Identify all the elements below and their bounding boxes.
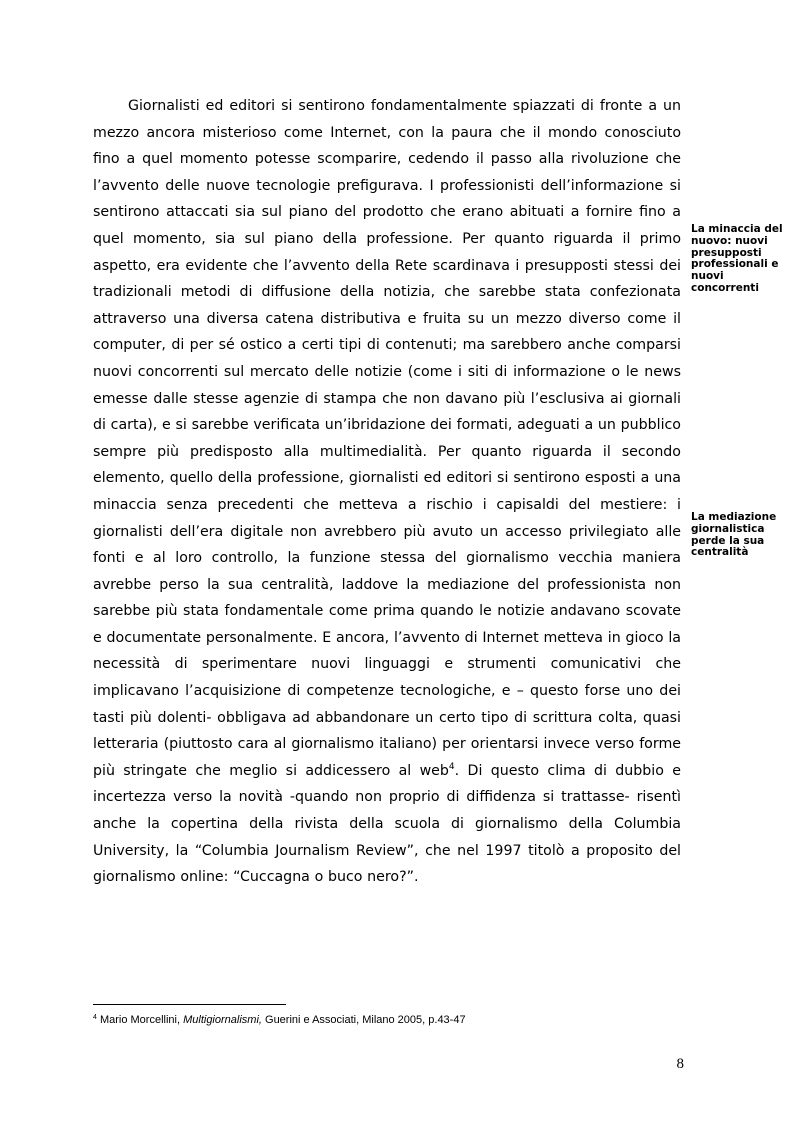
margin-note-new-threat: La minaccia del nuovo: nuovi presupposti professionali e nuovi concorrenti [691, 223, 783, 294]
footnote [93, 1013, 693, 1027]
page-number: 8 [676, 1056, 684, 1072]
footnote-author: Mario Morcellini, [96, 1014, 184, 1026]
footnote-number: 4 [93, 1014, 97, 1021]
body-paragraph [93, 93, 681, 891]
footnote-publisher: Guerini e Associati, Milano 2005, p.43-47 [261, 1014, 466, 1026]
margin-note-mediation: La mediazione giornalistica perde la sua centralità [691, 511, 777, 559]
footnote-reference: 4 [448, 761, 455, 772]
footnote-title: Multigiornalismi, [183, 1014, 262, 1026]
paragraph-main-text: Giornalisti ed editori si sentirono fondamentalmente spiazzati di fronte a un mezzo ancora misterioso come Internet, con la paura che il mondo conosciuto fino a quel momento potesse scomparire, cedendo il passo alla rivoluzione che l’avvento delle nuove tecnologie prefigurava. I professionisti dell’informazione si sentirono attaccati sia sul piano del prodotto che erano abituati a fornire fino a quel momento, sia sul piano della professione. Per quanto riguarda il primo aspetto, era evidente che l’avvento della Rete scardinava i presupposti stessi dei tradizionali metodi di diffusione della notizia, che sarebbe stata confezionata attraverso una diversa catena distributiva e fruita su un mezzo diverso come il computer, di per sé ostico a certi tipi di contenuti; ma sarebbero anche comparsi nuovi concorrenti sul mercato delle notizie (come i siti di informazione o le news emesse dalle stesse agenzie di stampa che non davano più l’esclusiva ai giornali di carta), e si sarebbe verificata un’ibridazione dei formati, adeguati a un pubblico sempre più predisposto alla multimedialità. Per quanto riguarda il secondo elemento, quello della professione, giornalisti ed editori si sentirono esposti a una minaccia senza precedenti che metteva a rischio i capisaldi del mestiere: i giornalisti dell’era digitale non avrebbero più avuto un accesso privilegiato alle fonti e al loro controllo, la funzione stessa del giornalismo vecchia maniera avrebbe perso la sua centralità, laddove la mediazione del professionista non sarebbe più stata fondamentale come prima quando le notizie andavano scovate e documentate personalmente. E ancora, l’avvento di Internet metteva in gioco la necessità di sperimentare nuovi linguaggi e strumenti comunicativi che implicavano l’acquisizione di competenze tecnologiche, e – questo forse uno dei tasti più dolenti- obbligava ad abbandonare un certo tipo di scrittura colta, quasi letteraria (piuttosto cara al giornalismo italiano) per orientarsi invece verso forme più stringate che meglio si addicessero al web [93, 98, 681, 779]
footnote-divider [93, 1004, 286, 1005]
paragraph-tail-text: . Di questo clima di dubbio e incertezza verso la novità -quando non proprio di diffidenza si trattasse- risentì anche la copertina della rivista della scuola di giornalismo della Columbia University, la “Columbia Journalism Review”, che nel 1997 titolò a proposito del giornalismo online: “Cuccagna o buco nero?”. [93, 762, 681, 886]
